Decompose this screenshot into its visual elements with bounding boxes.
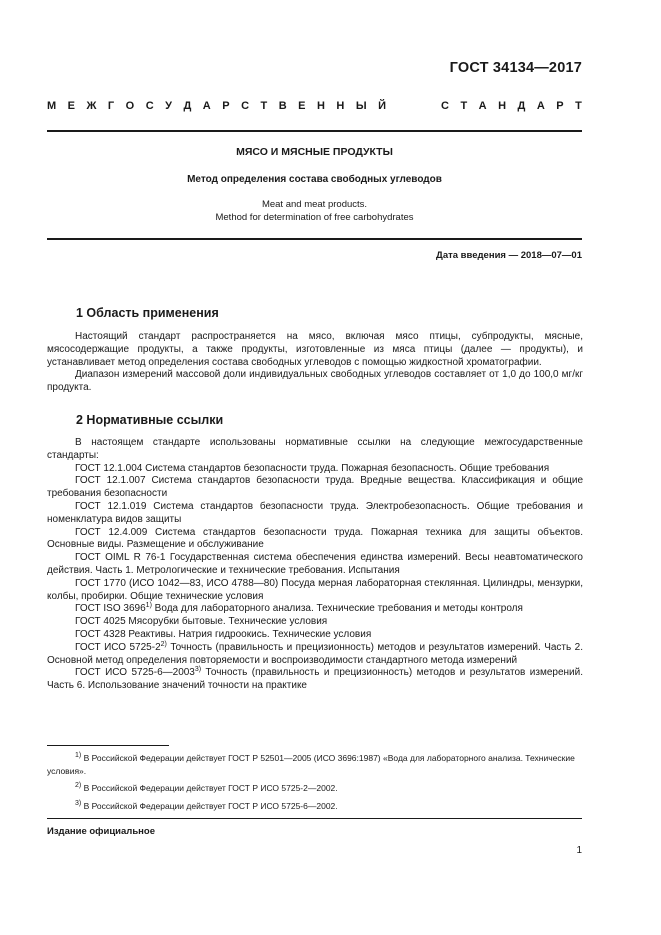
reference-item: ГОСТ 4025 Мясорубки бытовые. Технические условия xyxy=(75,616,328,628)
document-subtitle: Метод определения состава свободных углеводов xyxy=(187,174,442,185)
english-title-line: Meat and meat products. xyxy=(261,199,368,210)
banner-letter: Д xyxy=(183,100,192,112)
footnote-mark: 3) xyxy=(194,666,202,674)
document-title-english xyxy=(47,199,582,224)
banner-letter: Н xyxy=(316,100,325,112)
banner-letter: С xyxy=(145,100,154,112)
banner-letter: Е xyxy=(298,100,306,112)
paragraph: В настоящем стандарте использованы нормативные ссылки на следующие межгосударственные стандарты: xyxy=(47,437,583,461)
banner-letter: Н xyxy=(336,100,345,112)
page-number: 1 xyxy=(576,845,582,856)
reference-title: Точность (правильность и прецизионность) методов и результатов измерений. Часть 6. Использование значений точности на практике xyxy=(47,667,583,692)
reference-item xyxy=(47,603,583,616)
footnote-mark: 3) xyxy=(75,799,82,807)
paragraph: Настоящий стандарт распространяется на мясо, включая мясо птицы, субпродукты, мясные, мясосодержащие продукты, а также продукты, изготовленные из мяса птицы (далее — продукты), и устанавливает метод определения состава свободных углеводов с помощью жидкостной хроматографии. xyxy=(47,331,583,368)
banner-letter: В xyxy=(278,100,287,112)
banner-letter: А xyxy=(478,100,487,112)
reference-item xyxy=(47,667,583,693)
section-2-body xyxy=(47,437,583,693)
header-rule xyxy=(47,130,582,132)
banner-letter: Д xyxy=(517,100,526,112)
reference-item: ГОСТ 4328 Реактивы. Натрия гидроокись. Технические условия xyxy=(75,628,372,640)
banner-letter: Н xyxy=(498,100,507,112)
reference-item: ГОСТ 1770 (ИСО 1042—83, ИСО 4788—80) Посуда мерная лабораторная стеклянная. Цилиндры, мензурки, колбы, пробирки. Общие технические условия xyxy=(47,577,583,602)
reference-item: ГОСТ 12.1.004 Система стандартов безопасности труда. Пожарная безопасность. Общие требования xyxy=(75,462,550,474)
reference-item: ГОСТ 12.4.009 Система стандартов безопасности труда. Пожарная техника для защиты объектов. Основные виды. Размещение и обслуживание xyxy=(47,526,583,551)
footnote-text: В Российской Федерации действует ГОСТ Р ИСО 5725-2—2002. xyxy=(81,783,338,793)
footnote-separator xyxy=(47,745,169,746)
banner-letter: Т xyxy=(460,100,468,112)
banner-letter: А xyxy=(202,100,211,112)
footnote-mark: 1) xyxy=(145,602,152,610)
reference-code: ГОСТ ИСО 5725-6—2003 xyxy=(75,667,195,679)
interstate-standard-banner xyxy=(47,100,582,112)
document-title: МЯСО И МЯСНЫЕ ПРОДУКТЫ xyxy=(236,146,393,158)
footnote xyxy=(47,752,583,777)
reference-title: Точность (правильность и прецизионность) методов и результатов измерений. Часть 2. Основной метод определения повторяемости и воспроизводимости стандартного метода измерений xyxy=(47,641,583,666)
english-title-line: Method for determination of free carbohydrates xyxy=(215,211,414,223)
banner-letter: С xyxy=(441,100,449,112)
paragraph: Диапазон измерений массовой доли индивидуальных свободных углеводов составляет от 1,0 до 100,0 мг/кг продукта. xyxy=(47,369,583,394)
banner-letter: Р xyxy=(222,100,230,112)
reference-code: ГОСТ ISO 3696 xyxy=(75,603,146,615)
reference-code: ГОСТ ИСО 5725-2 xyxy=(75,641,161,653)
banner-letter: Г xyxy=(107,100,115,112)
section-heading: 1 Область применения xyxy=(76,306,219,320)
banner-letter: Т xyxy=(260,100,268,112)
reference-item xyxy=(47,642,583,668)
banner-gap xyxy=(398,100,430,112)
footnote-text: В Российской Федерации действует ГОСТ Р 52501—2005 (ИСО 3696:1987) «Вода для лабораторного анализа. Технические условия». xyxy=(47,753,575,776)
banner-letter: М xyxy=(47,100,57,112)
banner-letter: Р xyxy=(556,100,564,112)
reference-item: ГОСТ OIML R 76-1 Государственная система обеспечения единства измерений. Весы неавтоматического действия. Часть 1. Метрологические и технические требования. Испытания xyxy=(47,552,583,576)
banner-letter: Ы xyxy=(355,100,367,112)
banner-letter: Й xyxy=(378,100,387,112)
banner-letter: У xyxy=(165,100,172,112)
reference-item: ГОСТ 12.1.019 Система стандартов безопасности труда. Электробезопасность. Общие требования и номенклатура видов защиты xyxy=(47,500,583,525)
footnote-mark: 2) xyxy=(160,640,167,648)
reference-title: Вода для лабораторного анализа. Технические требования и методы контроля xyxy=(151,603,523,615)
banner-letter: С xyxy=(241,100,250,112)
introduction-date: Дата введения — 2018—07—01 xyxy=(436,250,582,261)
standard-number: ГОСТ 34134—2017 xyxy=(449,60,582,76)
section-heading: 2 Нормативные ссылки xyxy=(76,413,224,427)
official-edition-label: Издание официальное xyxy=(47,826,155,837)
footer-rule xyxy=(47,818,582,819)
footnote-mark: 1) xyxy=(75,752,82,759)
footnote-mark: 2) xyxy=(75,782,82,789)
reference-item: ГОСТ 12.1.007 Система стандартов безопасности труда. Вредные вещества. Классификация и общие требования безопасности xyxy=(47,475,583,500)
banner-letter: Т xyxy=(575,100,582,112)
footnote xyxy=(47,800,583,813)
banner-letter: А xyxy=(536,100,545,112)
banner-letter: Е xyxy=(67,100,75,112)
section-1-body xyxy=(47,331,583,395)
footnote xyxy=(47,782,583,795)
banner-letter: О xyxy=(125,100,135,112)
title-rule xyxy=(47,238,582,240)
footnotes xyxy=(47,752,583,817)
banner-letter: Ж xyxy=(86,100,97,112)
footnote-text: В Российской Федерации действует ГОСТ Р ИСО 5725-6—2002. xyxy=(81,800,338,811)
